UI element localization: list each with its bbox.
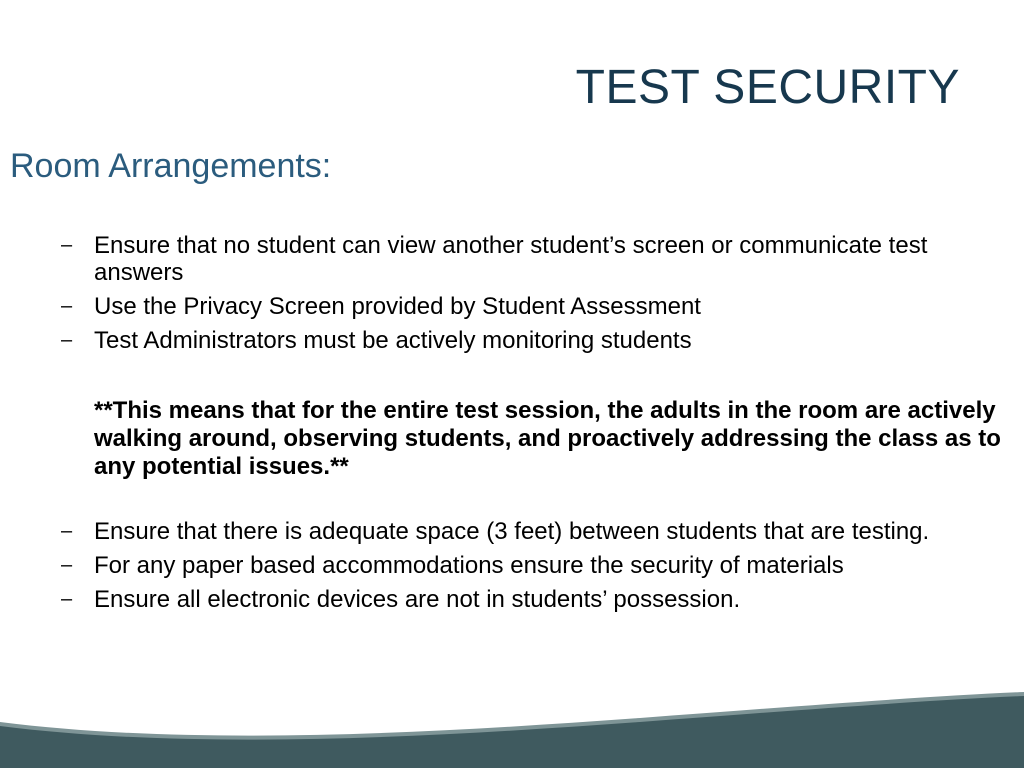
bullet-text: Use the Privacy Screen provided by Student Assessment: [94, 293, 701, 320]
list-item: [58, 327, 1003, 354]
list-item: [58, 586, 1003, 613]
footer-wave-band: [0, 696, 1024, 768]
dash-bullet-icon: –: [61, 295, 73, 317]
bullet-text: Ensure all electronic devices are not in students’ possession.: [94, 586, 741, 613]
list-item: [58, 518, 1003, 545]
slide-title: TEST SECURITY: [575, 61, 960, 114]
bullet-text: Ensure that no student can view another student’s screen or communicate test answers: [94, 232, 928, 286]
bullet-text: Ensure that there is adequate space (3 feet) between students that are testing.: [94, 518, 930, 545]
slide-subtitle: Room Arrangements:: [10, 147, 332, 185]
dash-bullet-icon: –: [61, 329, 73, 351]
bullet-text: Test Administrators must be actively monitoring students: [94, 327, 692, 354]
bullet-list-bottom: [58, 518, 1003, 620]
dash-bullet-icon: –: [61, 520, 73, 542]
dash-bullet-icon: –: [61, 588, 73, 610]
list-item: [58, 552, 1003, 579]
bullet-list-top: [58, 232, 1003, 361]
list-item: [58, 232, 1003, 286]
dash-bullet-icon: –: [61, 234, 73, 256]
footer-wave: [0, 688, 1024, 768]
dash-bullet-icon: –: [61, 554, 73, 576]
list-item: [58, 293, 1003, 320]
bullet-text: For any paper based accommodations ensure the security of materials: [94, 552, 844, 579]
monitoring-note: **This means that for the entire test session, the adults in the room are actively walking around, observing students, and proactively addressing the class as to any potential issues.**: [94, 397, 1001, 480]
